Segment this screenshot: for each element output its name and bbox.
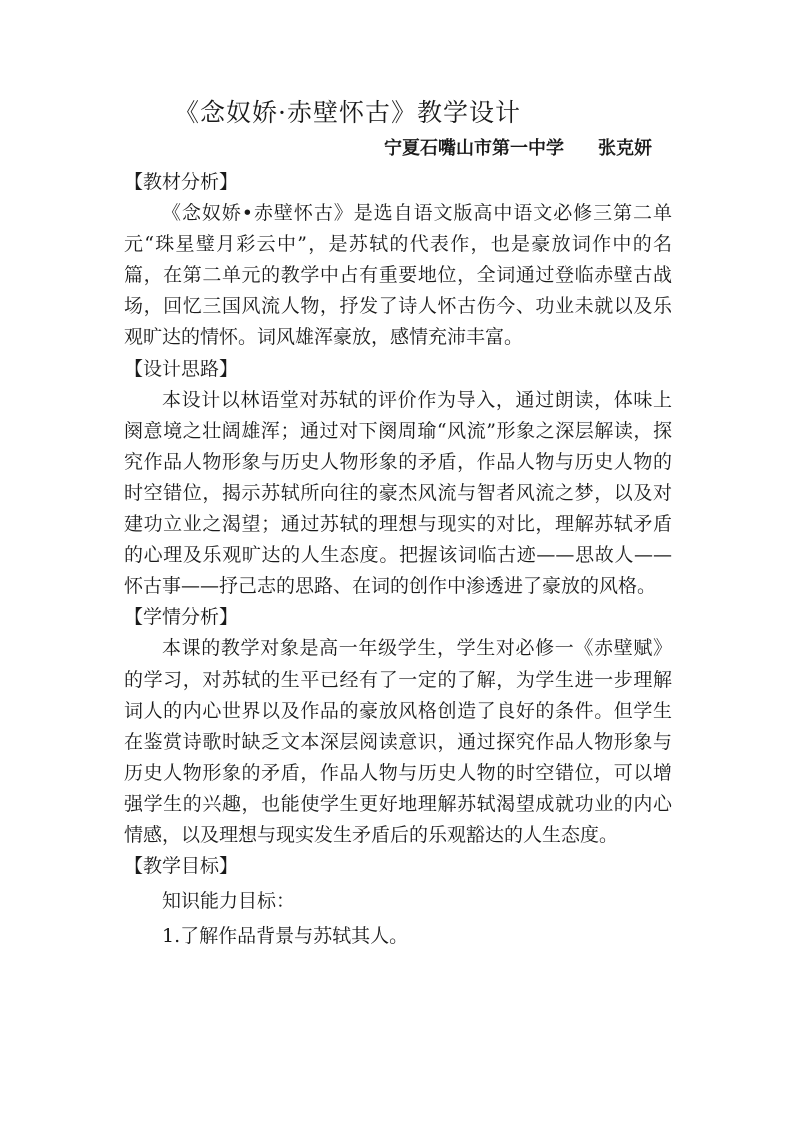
section-textbook-analysis <box>124 167 672 354</box>
section-paragraph: 本设计以林语堂对苏轼的评价作为导入，通过朗读，体味上阕意境之壮阔雄浑；通过对下阕周瑜“风流”形象之深层解读，探究作品人物形象与历史人物形象的矛盾，作品人物与历史人物的时空错位，揭示苏轼所向往的豪杰风流与智者风流之梦，以及对建功立业之渴望；通过苏轼的理想与现实的对比，理解苏轼矛盾的心理及乐观旷达的人生态度。把握该词临古迹——思故人——怀古事——抒己志的思路、在词的创作中渗透进了豪放的风格。 <box>124 388 672 598</box>
author-name: 张克妍 <box>598 138 652 159</box>
section-paragraph: 《念奴娇•赤壁怀古》是选自语文版高中语文必修三第二单元“珠星璧月彩云中”，是苏轼的代表作，也是豪放词作中的名篇，在第二单元的教学中占有重要地位，全词通过登临赤壁古战场，回忆三国风流人物，抒发了诗人怀古伤今、功业未就以及乐观旷达的情怀。词风雄浑豪放，感情充沛丰富。 <box>124 202 672 349</box>
section-heading: 【教学目标】 <box>124 855 239 878</box>
document-body <box>124 167 672 952</box>
section-paragraph: 本课的教学对象是高一年级学生，学生对必修一《赤壁赋》的学习，对苏轼的生平已经有了一定的了解，为学生进一步理解词人的内心世界以及作品的豪放风格创造了良好的条件。但学生在鉴赏诗歌时缺乏文本深层阅读意识，通过探究作品人物形象与历史人物形象的矛盾，作品人物与历史人物的时空错位，可以增强学生的兴趣，也能使学生更好地理解苏轼渴望成就功业的内心情感，以及理想与现实发生矛盾后的乐观豁达的人生态度。 <box>124 637 672 846</box>
section-teaching-objectives <box>124 851 672 952</box>
author-school: 宁夏石嘴山市第一中学 <box>384 138 564 159</box>
author-line <box>384 135 652 163</box>
document-title: 《念奴娇·赤壁怀古》教学设计 <box>174 98 521 127</box>
section-heading: 【设计思路】 <box>124 357 239 380</box>
section-design-approach <box>124 354 672 603</box>
section-learner-analysis <box>124 602 672 851</box>
section-heading: 【学情分析】 <box>124 606 239 629</box>
section-heading: 【教材分析】 <box>124 171 239 193</box>
objective-item: 1.了解作品背景与苏轼其人。 <box>162 925 409 948</box>
objective-subheading: 知识能力目标： <box>162 890 296 913</box>
